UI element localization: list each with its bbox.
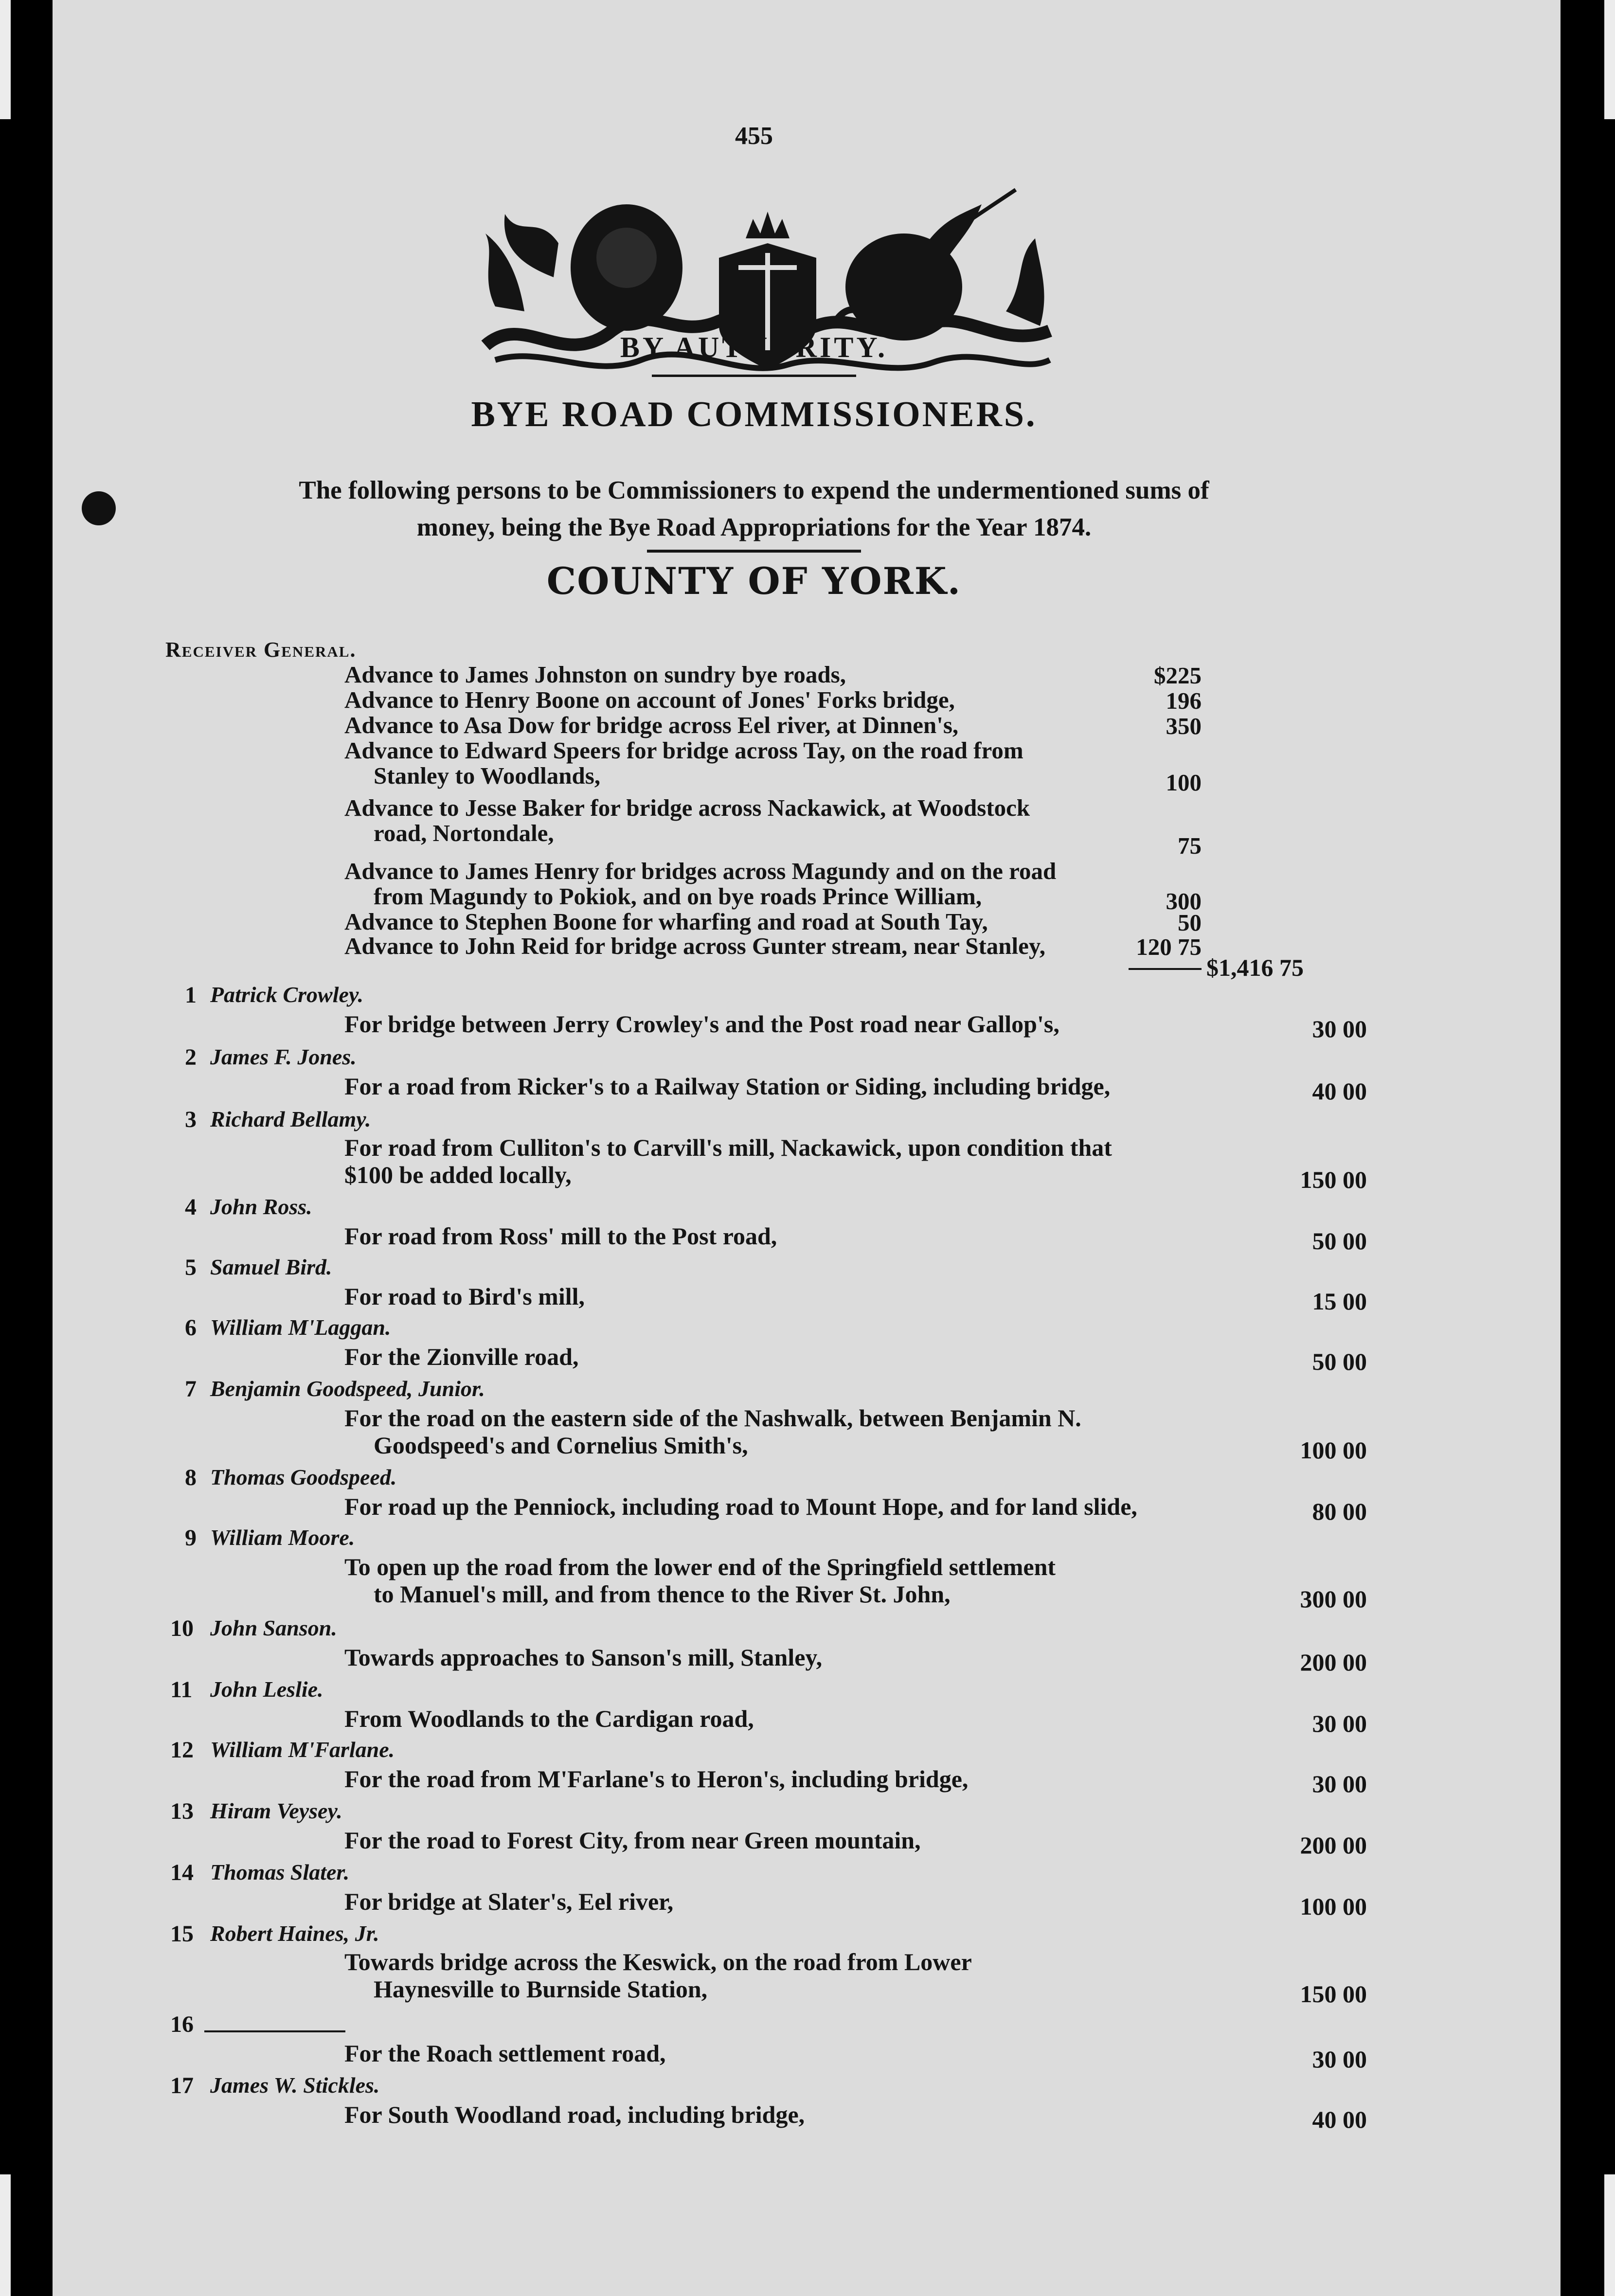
advance-amount: 50 bbox=[1178, 909, 1202, 936]
advance-amount: 120 75 bbox=[1136, 933, 1202, 960]
entry-number: 4 bbox=[185, 1194, 197, 1220]
entry-description: Towards approaches to Sanson's mill, Stanley, bbox=[344, 1644, 823, 1671]
intro-line-1: The following persons to be Commissioners to expend the undermentioned sums of bbox=[299, 476, 1209, 504]
entry-number: 10 bbox=[170, 1615, 194, 1641]
entry-description-continued: Haynesville to Burnside Station, bbox=[374, 1975, 708, 2003]
commissioner-name: John Sanson. bbox=[210, 1615, 337, 1640]
intro-paragraph bbox=[165, 472, 1343, 546]
commissioner-name: Samuel Bird. bbox=[210, 1255, 332, 1279]
entry-number: 7 bbox=[185, 1376, 197, 1402]
advance-amount: 300 bbox=[1166, 888, 1202, 915]
by-authority-heading: BY AUTHORITY. bbox=[620, 331, 888, 363]
document-title: BYE ROAD COMMISSIONERS. bbox=[471, 395, 1037, 434]
entry-description: For the Roach settlement road, bbox=[344, 2040, 666, 2067]
entry-number: 15 bbox=[170, 1921, 194, 1947]
entry-description: For road from Ross' mill to the Post road, bbox=[344, 1222, 777, 1250]
entry-amount: 30 00 bbox=[1312, 1710, 1367, 1737]
entry-amount: 200 00 bbox=[1300, 1831, 1367, 1859]
entry-number: 6 bbox=[185, 1315, 197, 1341]
advance-line: Advance to James Johnston on sundry bye roads, bbox=[344, 661, 846, 688]
county-heading: COUNTY OF YORK. bbox=[546, 559, 962, 603]
entry-number: 3 bbox=[185, 1107, 197, 1132]
entry-amount: 30 00 bbox=[1312, 1770, 1367, 1797]
entry-number: 9 bbox=[185, 1525, 197, 1551]
entry-description: For South Woodland road, including bridge, bbox=[344, 2101, 805, 2128]
entry-description: For road up the Penniock, including road to Mount Hope, and for land slide, bbox=[344, 1493, 1137, 1520]
commissioner-name: James F. Jones. bbox=[210, 1044, 357, 1069]
entry-description: For a road from Ricker's to a Railway Station or Siding, including bridge, bbox=[344, 1073, 1111, 1100]
entry-number: 11 bbox=[170, 1677, 193, 1703]
commissioner-name: Thomas Goodspeed. bbox=[210, 1465, 397, 1489]
blank-name-line bbox=[204, 2030, 345, 2032]
entry-amount: 100 00 bbox=[1300, 1436, 1367, 1464]
entry-description: To open up the road from the lower end of the Springfield settlement bbox=[344, 1553, 1056, 1580]
advance-line: Advance to James Henry for bridges across Magundy and on the road bbox=[344, 858, 1057, 884]
advances-total: $1,416 75 bbox=[1206, 954, 1304, 981]
commissioner-name: William M'Laggan. bbox=[210, 1315, 391, 1340]
entry-amount: 80 00 bbox=[1312, 1498, 1367, 1525]
film-edge-left-bottom bbox=[0, 2174, 11, 2296]
receiver-general-heading: Receiver General. bbox=[165, 638, 357, 662]
advance-line: Advance to Jesse Baker for bridge across Nackawick, at Woodstock bbox=[344, 794, 1030, 821]
advance-line: Advance to Stephen Boone for wharfing and road at South Tay, bbox=[344, 908, 988, 935]
entry-amount: 50 00 bbox=[1312, 1227, 1367, 1255]
entry-amount: 30 00 bbox=[1312, 1015, 1367, 1042]
advance-amount: 100 bbox=[1166, 769, 1202, 796]
commissioner-name: John Leslie. bbox=[210, 1677, 323, 1702]
document-page bbox=[53, 0, 1561, 2296]
intro-line-2: money, being the Bye Road Appropriations for the Year 1874. bbox=[416, 513, 1092, 541]
authority-underline bbox=[652, 375, 856, 377]
entry-number: 12 bbox=[170, 1737, 194, 1763]
entry-description-continued: to Manuel's mill, and from thence to the River St. John, bbox=[374, 1580, 951, 1608]
entry-description-continued: $100 be added locally, bbox=[344, 1161, 572, 1188]
intro-underline bbox=[647, 550, 861, 553]
entry-amount: 150 00 bbox=[1300, 1166, 1367, 1193]
entry-description: For road to Bird's mill, bbox=[344, 1283, 585, 1310]
advance-line: Advance to John Reid for bridge across Gunter stream, near Stanley, bbox=[344, 933, 1045, 959]
entry-amount: 40 00 bbox=[1312, 1077, 1367, 1105]
entry-amount: 15 00 bbox=[1312, 1288, 1367, 1315]
advance-line-continued: Stanley to Woodlands, bbox=[374, 762, 601, 789]
entry-number: 14 bbox=[170, 1860, 194, 1885]
commissioner-name: Robert Haines, Jr. bbox=[210, 1921, 379, 1946]
entry-description: For road from Culliton's to Carvill's mill, Nackawick, upon condition that bbox=[344, 1134, 1112, 1161]
entry-amount: 40 00 bbox=[1312, 2106, 1367, 2133]
commissioner-name: Thomas Slater. bbox=[210, 1860, 350, 1884]
entry-description: For the road to Forest City, from near Green mountain, bbox=[344, 1827, 921, 1854]
entry-description: For the road on the eastern side of the Nashwalk, between Benjamin N. bbox=[344, 1404, 1081, 1432]
advance-line-continued: road, Nortondale, bbox=[374, 820, 554, 846]
advance-line: Advance to Asa Dow for bridge across Eel river, at Dinnen's, bbox=[344, 712, 959, 738]
advance-amount: $225 bbox=[1154, 662, 1202, 689]
entry-description: Towards bridge across the Keswick, on the road from Lower bbox=[344, 1948, 972, 1975]
advance-line-continued: from Magundy to Pokiok, and on bye roads Prince William, bbox=[374, 883, 982, 910]
commissioner-name: William M'Farlane. bbox=[210, 1737, 395, 1762]
commissioner-name: William Moore. bbox=[210, 1525, 355, 1550]
total-rule bbox=[1129, 968, 1202, 970]
entry-description: For the Zionville road, bbox=[344, 1343, 579, 1370]
film-edge-right-top bbox=[1604, 0, 1615, 119]
commissioner-name: Richard Bellamy. bbox=[210, 1107, 371, 1131]
advance-line: Advance to Edward Speers for bridge across Tay, on the road from bbox=[344, 737, 1023, 764]
commissioner-name: John Ross. bbox=[210, 1194, 312, 1219]
commissioner-name: Benjamin Goodspeed, Junior. bbox=[210, 1376, 485, 1401]
entry-description: From Woodlands to the Cardigan road, bbox=[344, 1705, 754, 1732]
film-edge-right-bottom bbox=[1604, 2174, 1615, 2296]
entry-number: 8 bbox=[185, 1465, 197, 1490]
entry-number: 2 bbox=[185, 1044, 197, 1070]
entry-amount: 30 00 bbox=[1312, 2045, 1367, 2073]
entry-amount: 200 00 bbox=[1300, 1649, 1367, 1676]
entry-description: For bridge between Jerry Crowley's and the Post road near Gallop's, bbox=[344, 1010, 1059, 1038]
entry-amount: 150 00 bbox=[1300, 1980, 1367, 2008]
ink-blot bbox=[82, 491, 116, 525]
entry-amount: 300 00 bbox=[1300, 1585, 1367, 1613]
entry-amount: 100 00 bbox=[1300, 1893, 1367, 1920]
commissioner-name: Hiram Veysey. bbox=[210, 1798, 342, 1823]
page-number: 455 bbox=[735, 122, 773, 150]
entry-number: 5 bbox=[185, 1255, 197, 1280]
advance-amount: 75 bbox=[1178, 832, 1202, 859]
advance-line: Advance to Henry Boone on account of Jones' Forks bridge, bbox=[344, 686, 955, 713]
entry-number: 16 bbox=[170, 2011, 194, 2037]
commissioner-name: James W. Stickles. bbox=[210, 2073, 380, 2098]
entry-number: 17 bbox=[170, 2073, 194, 2099]
advance-amount: 196 bbox=[1166, 687, 1202, 714]
entry-description: For the road from M'Farlane's to Heron's, including bridge, bbox=[344, 1765, 969, 1793]
commissioner-name: Patrick Crowley. bbox=[210, 982, 364, 1007]
advance-amount: 350 bbox=[1166, 713, 1202, 739]
entry-amount: 50 00 bbox=[1312, 1348, 1367, 1375]
entry-description-continued: Goodspeed's and Cornelius Smith's, bbox=[374, 1432, 748, 1459]
entry-number: 1 bbox=[185, 982, 197, 1008]
entry-number: 13 bbox=[170, 1798, 194, 1824]
film-edge-left-top bbox=[0, 0, 11, 119]
entry-description: For bridge at Slater's, Eel river, bbox=[344, 1888, 674, 1915]
